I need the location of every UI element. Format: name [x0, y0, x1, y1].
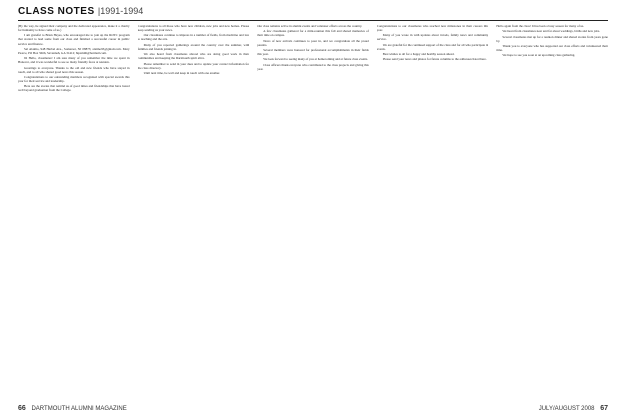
paragraph: Sal Alaimo, 948 Harbel Ave., Somerset, NJ 08873; alaimo93@gmail.com. Mary Pearce, PO Box 5666, Savannah, GA 31412; hipsmith@hotmail.com.: [18, 46, 130, 55]
paragraph: I am grateful to Brian Hayes, who encouraged me to join up the ROTC program that started to lead some from our class and finished a successful career in public service and finance.: [18, 33, 130, 46]
footer-right: [539, 405, 608, 412]
page-number-left: 66: [18, 405, 26, 412]
paragraph: News of new arrivals continues to pour in, and we congratulate all the proud parents.: [257, 38, 369, 47]
column-2: [138, 24, 250, 398]
paragraph: We are grateful for the continued support of the class and for all who participate in events.: [376, 42, 489, 51]
column-3: [257, 24, 369, 398]
paragraph: Thank you to everyone who has supported our class efforts and volunteered their time.: [496, 43, 608, 53]
paragraph: Please send your news and photos for future columns to the addresses listed here.: [382, 57, 487, 62]
paragraph: Please remember to send in your dues and to update your contact information for the class directory.: [137, 61, 250, 70]
paragraph: Congratulations to our outstanding members recognized with special awards this year for their service and leadership.: [18, 74, 130, 84]
paragraph: Several members were honored for professional accomplishments in their fields this year.: [257, 48, 369, 57]
paragraph: (By the way, he signed their company and the dedicated appearance, make it a charity for humanity to have come of us.): [18, 24, 130, 33]
paragraph: A few classmates gathered for a mini-reunion this fall and shared memories of their time on campus.: [257, 29, 369, 38]
paragraph: Many of you wrote in with updates about travels, family news and community service.: [376, 33, 489, 42]
paragraph: Our class remains active in alumni events and volunteer efforts across the country.: [257, 24, 363, 28]
paragraph: Greetings to everyone. Thanks to the old and new friends who have stayed in touch, and to all who shared good news this season.: [18, 65, 130, 74]
issue-date: JULY/AUGUST 2008: [538, 406, 595, 412]
footer: [18, 402, 608, 414]
publication-name: DARTMOUTH ALUMNI MAGAZINE: [31, 406, 127, 412]
paragraph: Best wishes to all for a happy and healthy season ahead.: [382, 52, 455, 57]
column-5: [496, 24, 608, 398]
paragraph: We look forward to seeing many of you at homecoming and at future class events.: [263, 57, 368, 62]
masthead: [18, 6, 608, 20]
columns: [18, 24, 608, 398]
section-years: |1991-1994: [97, 6, 144, 16]
column-4: [377, 24, 489, 398]
paragraph: Congratulations to all those who have new children, new jobs and new homes. Please keep sending us your news.: [137, 24, 250, 33]
footer-left: [18, 405, 127, 412]
paragraph: 92 Hello, classmates! I am sure many of you remember the time we spent in Hanover, and it was wonderful to see so many friendly faces at reunion.: [18, 56, 130, 65]
section-title-text: CLASS NOTES: [18, 6, 95, 17]
paragraph: Until next time, be well and keep in touch with one another.: [143, 70, 220, 75]
section-title: [18, 6, 143, 17]
paragraph: Several classmates met up for a reunion dinner and shared stories from years gone by.: [496, 34, 608, 43]
header-rule: [18, 20, 608, 21]
paragraph: Many of you reported gatherings around the country over the summer, with families and friends joining in.: [137, 42, 250, 51]
paragraph: Here are the stories that remind us of good times and friendships that have lasted well beyond graduation from the College.: [18, 84, 130, 93]
paragraph: Hello again from the class! It has been a busy season for many of us.: [496, 24, 585, 28]
paragraph: Our classmates continue to impress in a number of fields, from medicine and law to teaching and the arts.: [137, 33, 250, 42]
paragraph: Congratulations to our classmates who reached new milestones in their careers this year.: [376, 24, 489, 33]
paragraph: We heard from classmates near and far about weddings, births and new jobs.: [502, 29, 601, 34]
page-number-right: 67: [600, 405, 608, 412]
paragraph: We also heard from classmates abroad who are doing good work in their communities and keeping the Dartmouth spirit alive.: [137, 52, 250, 61]
paragraph: Class officers thank everyone who contributed to the class projects and giving this year.: [257, 62, 369, 71]
column-1: [18, 24, 130, 398]
paragraph: We hope to see you soon at an upcoming class gathering.: [502, 53, 576, 58]
